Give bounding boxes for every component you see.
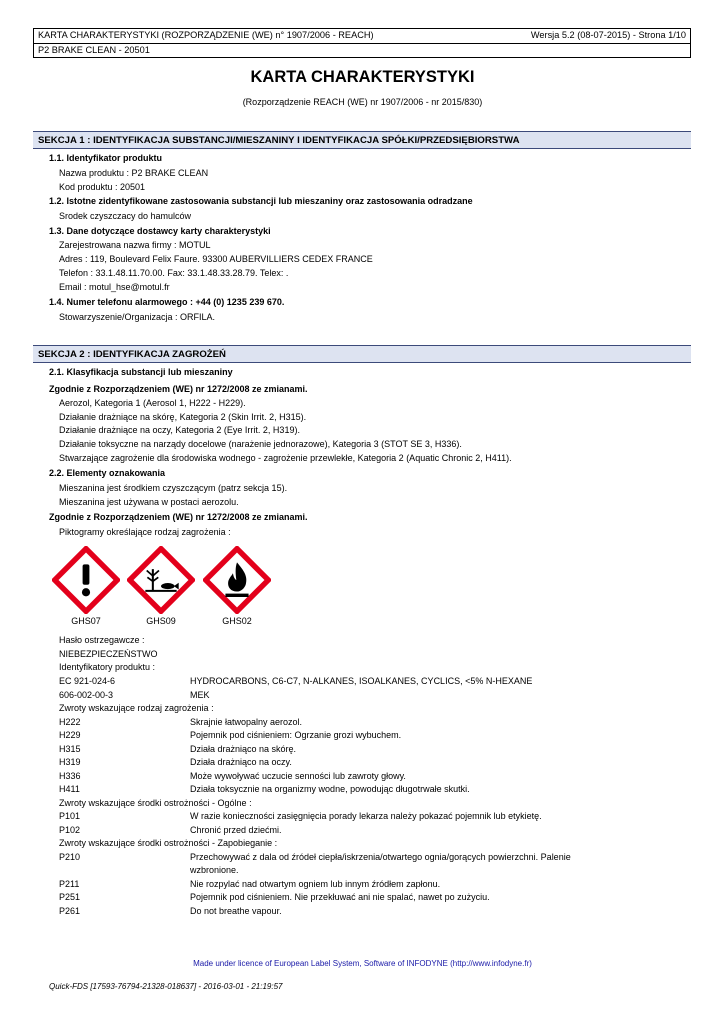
regulation-note-2: Zgodnie z Rozporządzeniem (WE) nr 1272/2008 ze zmianami.	[49, 512, 308, 522]
document-meta: Quick-FDS [17593-76794-21328-018637] - 2016-03-01 - 21:19:57	[49, 982, 283, 991]
ghs09-environment-icon	[127, 546, 195, 614]
classification-line: Działanie drażniące na oczy, Kategoria 2 (Eye Irrit. 2, H319).	[59, 425, 300, 435]
licence-link[interactable]: Made under licence of European Label System, Software of INFODYNE (http://www.infodyne.fr)	[193, 959, 532, 968]
signal-word-label: Hasło ostrzegawcze :	[59, 635, 145, 645]
header-version: Wersja 5.2 (08-07-2015) - Strona 1/10	[530, 30, 686, 40]
precaution-code: P261	[59, 906, 81, 916]
hazard-text: Działa drażniąco na skórę.	[190, 744, 297, 754]
company-phone: Telefon : 33.1.48.11.70.00. Fax: 33.1.48.33.28.79. Telex: .	[59, 268, 289, 278]
signal-word: NIEBEZPIECZEŃSTWO	[59, 649, 158, 659]
classification-line: Działanie drażniące na skórę, Kategoria 2 (Skin Irrit. 2, H315).	[59, 412, 307, 422]
precaution-text: W razie konieczności zasięgnięcia porady lekarza należy pokazać pojemnik lub etykietę.	[190, 811, 542, 821]
page-subtitle: (Rozporządzenie REACH (WE) nr 1907/2006 - nr 2015/830)	[242, 97, 483, 107]
identifier-text: HYDROCARBONS, C6-C7, N-ALKANES, ISOALKANES, CYCLICS, <5% N-HEXANE	[190, 676, 533, 686]
ghs02-flame-icon	[203, 546, 271, 614]
hazard-code: H229	[59, 730, 81, 740]
hazard-statements-label: Zwroty wskazujące rodzaj zagrożenia :	[59, 703, 214, 713]
precaution-code: P210	[59, 852, 81, 862]
precaution-text: Pojemnik pod ciśnieniem. Nie przekłuwać ani nie spalać, nawet po zużyciu.	[190, 892, 490, 902]
product-name: Nazwa produktu : P2 BRAKE CLEAN	[59, 168, 209, 178]
page-title: KARTA CHARAKTERYSTYKI	[250, 68, 475, 86]
header-doc-ref: KARTA CHARAKTERYSTYKI (ROZPORZĄDZENIE (WE) n° 1907/2006 - REACH)	[38, 30, 374, 40]
identifier-text: MEK	[190, 690, 210, 700]
subsection-2-2: 2.2. Elementy oznakowania	[49, 468, 166, 478]
company-address: Adres : 119, Boulevard Felix Faure. 93300 AUBERVILLIERS CEDEX FRANCE	[59, 254, 373, 264]
precaution-code: P101	[59, 811, 81, 821]
pictograms-label: Piktogramy określające rodzaj zagrożenia :	[59, 527, 231, 537]
document-header	[33, 28, 691, 58]
identifier-code: 606-002-00-3	[59, 690, 114, 700]
subsection-1-2: 1.2. Istotne zidentyfikowane zastosowania substancji lub mieszaniny oraz zastosowania odradzane	[49, 196, 473, 206]
precaution-text: Nie rozpylać nad otwartym ogniem lub innym źródłem zapłonu.	[190, 879, 441, 889]
precaution-text: Przechowywać z dala od źródeł ciepła/iskrzenia/otwartego ognia/gorących powierzchni. Palenie	[190, 852, 571, 862]
company-name: Zarejestrowana nazwa firmy : MOTUL	[59, 240, 211, 250]
hazard-code: H411	[59, 784, 80, 794]
classification-line: Aerozol, Kategoria 1 (Aerosol 1, H222 - H229).	[59, 398, 246, 408]
precaution-code: P102	[59, 825, 81, 835]
header-row-2	[34, 43, 690, 57]
hazard-code: H336	[59, 771, 81, 781]
classification-line: Działanie toksyczne na narządy docelowe (narażenie jednorazowe), Kategoria 3 (STOT SE 3, H336).	[59, 439, 462, 449]
precaution-text: Do not breathe vapour.	[190, 906, 282, 916]
precaution-text: Chronić przed dziećmi.	[190, 825, 282, 835]
precaution-text-continued: wzbronione.	[190, 865, 239, 875]
identifier-code: EC 921-024-6	[59, 676, 116, 686]
pictogram-caption: GHS09	[146, 616, 176, 626]
subsection-1-4: 1.4. Numer telefonu alarmowego : +44 (0) 1235 239 670.	[49, 297, 285, 307]
section-2-heading: SEKCJA 2 : IDENTYFIKACJA ZAGROŻEŃ	[33, 345, 691, 363]
hazard-code: H222	[59, 717, 81, 727]
hazard-text: Pojemnik pod ciśnieniem: Ogrzanie grozi wybuchem.	[190, 730, 402, 740]
mixture-note-2: Mieszanina jest używana w postaci aerozolu.	[59, 497, 239, 507]
hazard-text: Może wywoływać uczucie senności lub zawroty głowy.	[190, 771, 406, 781]
product-use: Srodek czyszczacy do hamulców	[59, 211, 192, 221]
precaution-prevention-label: Zwroty wskazujące środki ostrożności - Zapobieganie :	[59, 838, 278, 848]
header-product: P2 BRAKE CLEAN - 20501	[38, 45, 150, 55]
pictogram-caption: GHS02	[222, 616, 252, 626]
hazard-text: Skrajnie łatwopalny aerozol.	[190, 717, 303, 727]
hazard-code: H315	[59, 744, 81, 754]
regulation-note-1: Zgodnie z Rozporządzeniem (WE) nr 1272/2008 ze zmianami.	[49, 384, 308, 394]
mixture-note-1: Mieszanina jest środkiem czyszczącym (patrz sekcja 15).	[59, 483, 288, 493]
ghs07-exclamation-icon	[52, 546, 120, 614]
product-code: Kod produktu : 20501	[59, 182, 146, 192]
hazard-code: H319	[59, 757, 81, 767]
precaution-code: P251	[59, 892, 81, 902]
header-row-1	[34, 29, 690, 43]
subsection-1-1: 1.1. Identyfikator produktu	[49, 153, 163, 163]
hazard-text: Działa toksycznie na organizmy wodne, powodując długotrwałe skutki.	[190, 784, 470, 794]
classification-line: Stwarzające zagrożenie dla środowiska wodnego - zagrożenie przewlekłe, Kategoria 2 (Aquatic Chronic 2, H411).	[59, 453, 512, 463]
hazard-text: Działa drażniąco na oczy.	[190, 757, 292, 767]
precaution-code: P211	[59, 879, 80, 889]
emergency-organization: Stowarzyszenie/Organizacja : ORFILA.	[59, 312, 216, 322]
product-identifiers-label: Identyfikatory produktu :	[59, 662, 156, 672]
subsection-1-3: 1.3. Dane dotyczące dostawcy karty charakterystyki	[49, 226, 271, 236]
precaution-general-label: Zwroty wskazujące środki ostrożności - Ogólne :	[59, 798, 252, 808]
company-email: Email : motul_hse@motul.fr	[59, 282, 170, 292]
pictogram-caption: GHS07	[71, 616, 101, 626]
subsection-2-1: 2.1. Klasyfikacja substancji lub mieszaniny	[49, 367, 233, 377]
section-1-heading: SEKCJA 1 : IDENTYFIKACJA SUBSTANCJI/MIESZANINY I IDENTYFIKACJA SPÓŁKI/PRZEDSIĘBIORSTWA	[33, 131, 691, 149]
